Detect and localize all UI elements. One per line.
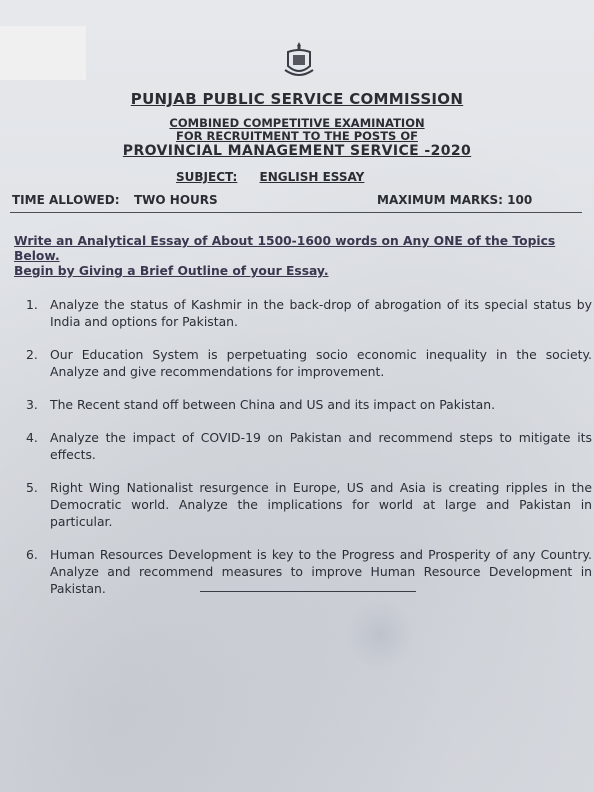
topic-number: 5. xyxy=(26,480,38,495)
topic-item xyxy=(26,429,592,463)
topic-number: 3. xyxy=(26,397,38,412)
service-title: PROVINCIAL MANAGEMENT SERVICE -2020 xyxy=(122,143,472,159)
topic-number: 2. xyxy=(26,347,38,362)
instruction-line-1: Write an Analytical Essay of About 1500-1600 words on Any ONE of the Topics Below. xyxy=(14,234,556,263)
instruction-line-2: Begin by Giving a Brief Outline of your Essay. xyxy=(14,264,329,278)
topic-number: 6. xyxy=(26,547,38,562)
topic-text: Right Wing Nationalist resurgence in Europe, US and Asia is creating ripples in the Democratic world. Analyze the implications for world at large and Pakistan in particular. xyxy=(50,480,592,529)
exam-title: COMBINED COMPETITIVE EXAMINATION xyxy=(169,116,425,130)
topic-text: The Recent stand off between China and US and its impact on Pakistan. xyxy=(50,397,496,412)
subject-row xyxy=(176,170,382,184)
topic-item xyxy=(26,296,592,330)
topic-item xyxy=(26,479,592,530)
maximum-marks: MAXIMUM MARKS: 100 xyxy=(377,193,533,207)
topic-text: Analyze the impact of COVID-19 on Pakistan and recommend steps to mitigate its effects. xyxy=(50,430,592,462)
time-allowed-value: TWO HOURS xyxy=(134,193,218,207)
time-allowed-label: TIME ALLOWED: xyxy=(12,193,120,207)
organization-title: PUNJAB PUBLIC SERVICE COMMISSION xyxy=(130,90,464,108)
government-emblem-icon xyxy=(282,40,316,80)
header-divider xyxy=(10,212,582,213)
topic-list xyxy=(26,296,592,613)
end-divider xyxy=(200,591,416,592)
topic-text: Analyze the status of Kashmir in the back-drop of abrogation of its special status by India and options for Pakistan. xyxy=(50,297,592,329)
topic-number: 1. xyxy=(26,297,38,312)
topic-text: Human Resources Development is key to the Progress and Prosperity of any Country. Analyze and recommend measures to improve Human Resource Development in Pakistan. xyxy=(50,547,592,596)
subject-value: ENGLISH ESSAY xyxy=(259,170,365,184)
instructions xyxy=(14,234,590,279)
topic-item xyxy=(26,346,592,380)
topic-number: 4. xyxy=(26,430,38,445)
topic-item xyxy=(26,546,592,597)
topic-text: Our Education System is perpetuating socio economic inequality in the society. Analyze and give recommendations for improvement. xyxy=(50,347,592,379)
topic-item xyxy=(26,396,592,413)
redacted-area xyxy=(0,26,86,80)
paper-stain xyxy=(345,600,415,670)
subject-label: SUBJECT: xyxy=(176,170,238,184)
recruitment-line: FOR RECRUITMENT TO THE POSTS OF xyxy=(176,129,418,143)
